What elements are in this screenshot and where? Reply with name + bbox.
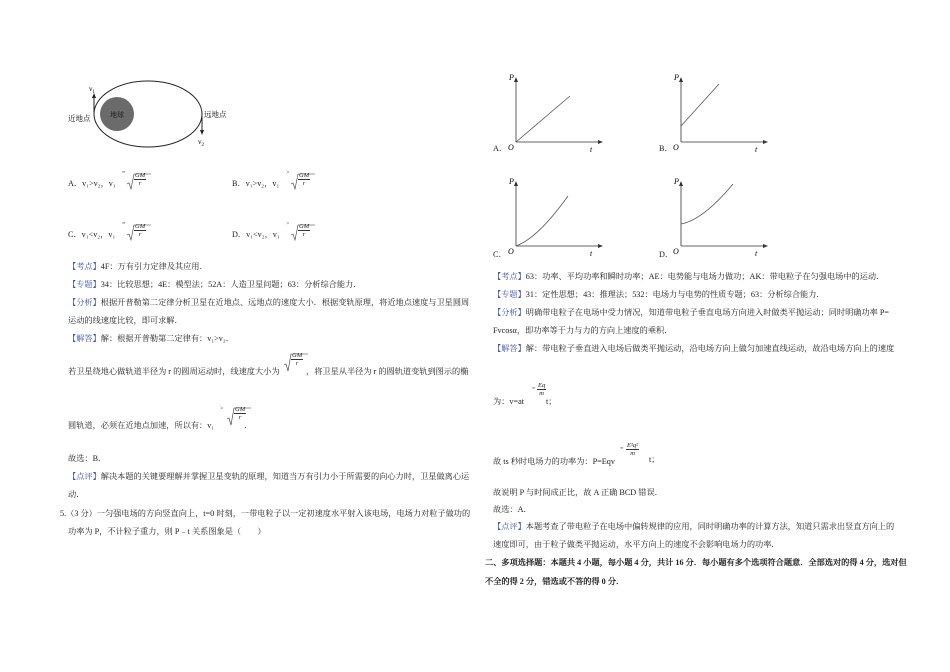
graph-a xyxy=(508,74,608,154)
svg-text:O: O xyxy=(508,247,514,256)
kaodian-left: 【考点】4F：万有引力定律及其应用． xyxy=(68,262,208,271)
graph-a-label: A． xyxy=(493,144,508,153)
option-d: D．v₁<v₂，v₁ xyxy=(232,230,280,239)
fenxi-left-2: 运动的线速度比较，即可求解． xyxy=(68,316,183,325)
zhuanti-right: 【专题】31：定性思想；43：推理法；532：电场力与电势的性质专题；63：分析综合能力． xyxy=(493,290,825,299)
svg-text:t: t xyxy=(590,145,593,154)
dianping-right: 【点评】本题考查了带电粒子在电场中偏转规律的应用，同时明确功率的计算方法，知道只需求出竖直方向上的 xyxy=(493,522,895,531)
fenxi-left: 【分析】根据开普勒第二定律分析卫星在近地点、远地点的速度大小．根据变轨原理，将近地点速度与卫星圆周 xyxy=(68,298,470,307)
far-point-label: 远地点 xyxy=(204,110,227,119)
jieda-left-sqrt1: $\frac{GM}{r}$ xyxy=(283,350,313,376)
jieda-left: 【解答】解：根据开普勒第二定律有：v₁>v₂． xyxy=(68,334,234,343)
v2-label: $v_2$ xyxy=(198,138,204,148)
fenxi-right: 【分析】明确带电粒子在电场中受力情况，知道带电粒子垂直电场方向进入时做类平抛运动；同时明确功率 P= xyxy=(493,308,890,317)
jieda-left-3b: ． xyxy=(244,421,253,430)
orbit-figure xyxy=(64,74,244,154)
answer-left: 故选：B． xyxy=(68,454,107,463)
option-a-formula: = $\frac{GM}{r}$ xyxy=(118,166,158,190)
graph-a-line xyxy=(516,96,570,142)
kaodian-right: 【考点】63：功率、平均功率和瞬时功率；AE：电势能与电场力做功；AK：带电粒子在匀强电场中的运动． xyxy=(493,272,885,281)
earth-label: 地球 xyxy=(110,111,124,119)
power-suffix: t； xyxy=(649,455,660,464)
graph-c-label: C． xyxy=(493,250,507,259)
section-2-heading-2: 不全的得 2 分，错选或不答的得 0 分． xyxy=(485,577,625,586)
jieda-left-2b: ，将卫星从半径为 r 的圆轨道变轨到图示的椭 xyxy=(306,367,469,376)
graph-d-curve xyxy=(681,184,733,224)
jieda-left-3a: 圆轨道，必须在近地点加速，所以有：v₁ xyxy=(68,421,215,430)
power-fraction: = $\frac{\text{E²q²}}{m}$ xyxy=(620,442,639,457)
zhuanti-left: 【专题】34：比较思想；4E：模型法；52A：人造卫星问题；63：分析综合能力． xyxy=(68,280,362,289)
jieda-right: 【解答】解：带电粒子垂直进入电场后做类平抛运动，沿电场方向上做匀加速直线运动，故沿电场方向上的速度 xyxy=(493,344,895,353)
svg-text:t: t xyxy=(755,249,758,258)
jieda-left-sqrt2: > $\frac{GM}{r}$ xyxy=(220,404,260,430)
section-2-heading: 二、多项选择题：本题共 4 小题，每小题 4 分，共计 16 分．每小题有多个选项符合题意．全部选对的得 4 分，选对但 xyxy=(485,558,907,567)
power-equation: 故 ts 秒时电场力的功率为：P=Eqv xyxy=(493,457,615,466)
graph-b-label: B． xyxy=(659,144,673,153)
velocity-equation: 为：v=at xyxy=(493,397,524,406)
velocity-fraction: = $\frac{Eq}{m}$ xyxy=(532,382,546,397)
graph-c xyxy=(508,178,608,258)
svg-text:O: O xyxy=(508,143,514,152)
svg-text:t: t xyxy=(590,249,593,258)
dianping-left: 【点评】解决本题的关键要理解并掌握卫星变轨的原理，知道当万有引力小于所需要的向心力时，卫星做离心运 xyxy=(68,472,470,481)
svg-text:P: P xyxy=(509,74,514,82)
option-d-formula: > $\frac{GM}{r}$ xyxy=(282,217,322,241)
fenxi-right-2: Fvcosα，即功率等于力与力的方向上速度的乘积． xyxy=(493,326,673,335)
conclusion-right: 故说明 P 与时间成正比，故 A 正确 BCD 错误． xyxy=(493,488,663,497)
near-point-label: 近地点 xyxy=(68,114,91,123)
option-b: B．v₁>v₂，v₁ xyxy=(232,179,280,188)
graph-d-label: D． xyxy=(659,250,674,259)
graph-d xyxy=(673,178,773,258)
option-c: C．v₁<v₂，v₁ xyxy=(68,230,116,239)
option-c-formula: = $\frac{GM}{r}$ xyxy=(118,217,158,241)
velocity-suffix: t； xyxy=(546,397,557,406)
svg-text:P: P xyxy=(509,178,514,186)
option-a: A．v₁>v₂，v₁ xyxy=(68,179,116,188)
question-5-2: 功率为 P，不计粒子重力，则 P﹣t 关系图象是（ ） xyxy=(68,527,266,536)
option-b-formula: > $\frac{GM}{r}$ xyxy=(282,166,322,190)
question-5: 5.（3 分）一匀强电场的方向竖直向上，t=0 时刻，一带电粒子以一定初速度水平射入该电场，电场力对粒子做功的 xyxy=(60,509,471,518)
svg-text:O: O xyxy=(673,247,679,256)
jieda-left-2a: 若卫星绕地心做轨道半径为 r 的圆周运动时，线速度大小为 xyxy=(68,367,280,376)
answer-right: 故选：A． xyxy=(493,505,532,514)
dianping-left-2: 动． xyxy=(68,490,85,499)
dianping-right-2: 速度即可，由于粒子做类平抛运动，水平方向上的速度不会影响电场力的功率． xyxy=(493,540,780,549)
svg-text:O: O xyxy=(673,143,679,152)
svg-text:t: t xyxy=(755,145,758,154)
svg-text:P: P xyxy=(674,74,679,82)
v1-label: $v_1$ xyxy=(89,85,95,95)
svg-text:P: P xyxy=(674,178,679,186)
graph-b xyxy=(673,74,773,154)
graph-b-line xyxy=(681,84,719,126)
graph-c-curve xyxy=(516,196,568,246)
